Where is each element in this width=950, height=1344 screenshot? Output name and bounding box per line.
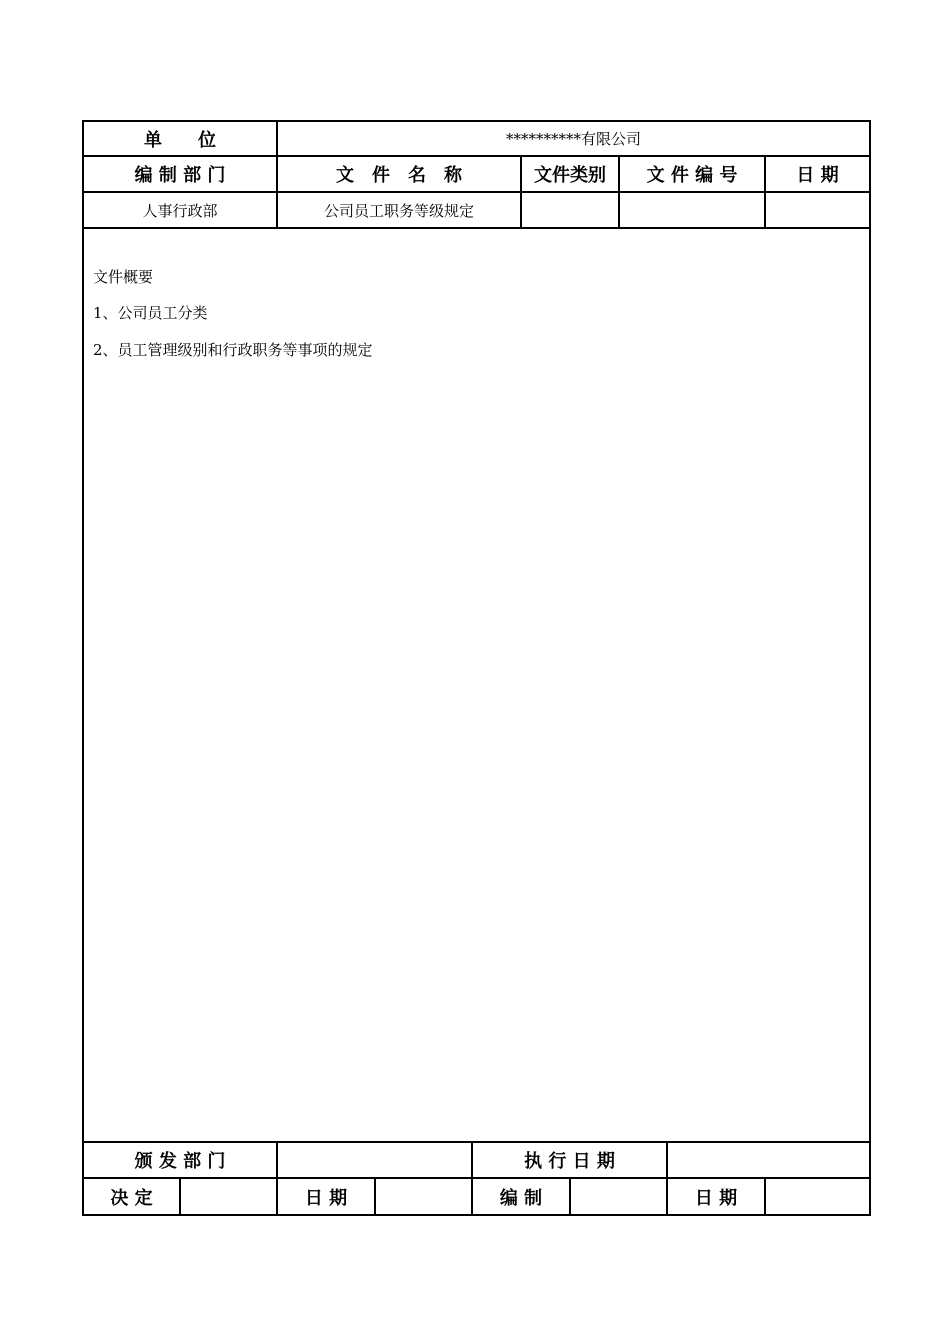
- form-frame: [82, 120, 871, 1216]
- date-value[interactable]: [766, 193, 869, 227]
- issue-dept-label: 颁 发 部 门: [134, 1151, 226, 1172]
- compile-label: 编 制: [499, 1187, 543, 1209]
- document-form: [82, 120, 871, 1216]
- unit-value: **********有限公司: [505, 130, 641, 148]
- date-label: 日 期: [796, 165, 839, 186]
- dept-label: 编 制 部 门: [134, 165, 226, 186]
- decide-label: 决 定: [110, 1187, 153, 1209]
- summary-title: 文件概要: [93, 268, 154, 286]
- exec-date-value[interactable]: [668, 1143, 869, 1177]
- date1-value[interactable]: [376, 1179, 471, 1214]
- unit-label: 单 位: [144, 129, 216, 151]
- filename-value[interactable]: 公司员工职务等级规定: [323, 201, 474, 220]
- date2-label: 日 期: [694, 1187, 738, 1209]
- row-divider: [82, 227, 871, 229]
- date1-label: 日 期: [304, 1187, 348, 1209]
- category-value[interactable]: [522, 193, 618, 227]
- dept-value[interactable]: 人事行政部: [142, 201, 218, 220]
- decide-value[interactable]: [181, 1179, 276, 1214]
- issue-dept-value[interactable]: [278, 1143, 471, 1177]
- summary-item-1: 1、公司员工分类: [93, 304, 208, 322]
- fileno-label: 文 件 编 号: [646, 165, 738, 186]
- category-label: 文件类别: [534, 165, 606, 186]
- filename-label: 文 件 名 称: [336, 165, 462, 186]
- date2-value[interactable]: [766, 1179, 869, 1214]
- exec-date-label: 执 行 日 期: [524, 1151, 615, 1172]
- fileno-value[interactable]: [620, 193, 764, 227]
- compile-value[interactable]: [571, 1179, 666, 1214]
- summary-item-2: 2、员工管理级别和行政职务等事项的规定: [93, 341, 373, 359]
